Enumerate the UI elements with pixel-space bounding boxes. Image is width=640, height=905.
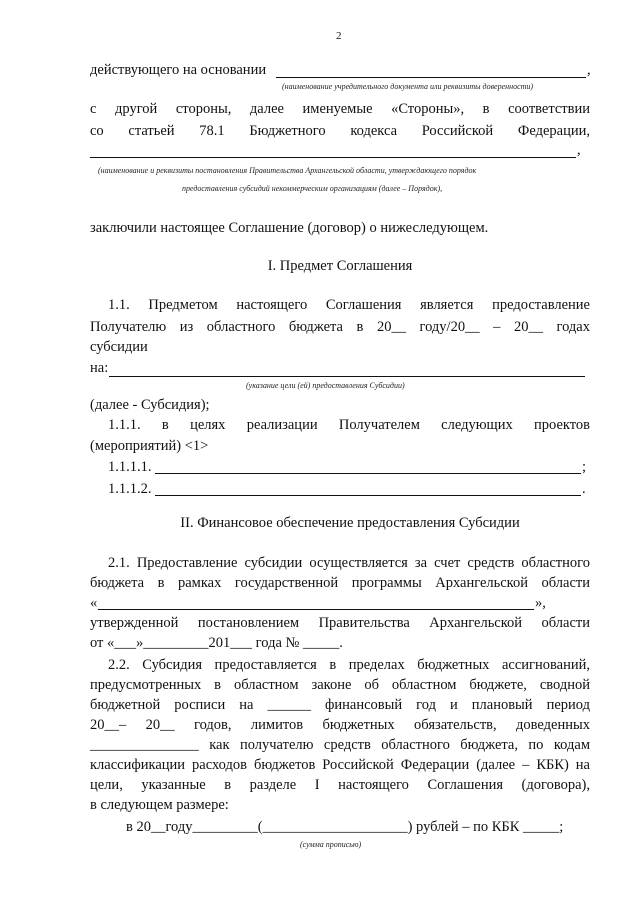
concluded-text: заключили настоящее Соглашение (договор) о нижеследующем. bbox=[90, 220, 489, 236]
clause-1-1-line-3: субсидии bbox=[90, 339, 148, 355]
section-1-title: I. Предмет Соглашения bbox=[267, 258, 413, 274]
clause-2-2-line-2: предусмотренных в областном законе об областном бюджете, сводной bbox=[90, 677, 590, 693]
clause-1-1-line-2: Получателю из областного бюджета в 20__ году/20__ – 20__ годах bbox=[90, 319, 590, 335]
item-1-1-1-2-label: 1.1.1.2. bbox=[108, 481, 152, 497]
clause-2-2-line-3: бюджетной росписи на ______ финансовый год и плановый период bbox=[90, 697, 590, 713]
comma-2: , bbox=[577, 142, 581, 158]
period: . bbox=[582, 481, 586, 497]
clause-2-2-line-4: 20__– 20__ годов, лимитов бюджетных обязательств, доведенных bbox=[90, 717, 590, 733]
clause-2-2-line-7: цели, указанные в разделе I настоящего Соглашения (договора), bbox=[90, 777, 590, 793]
amount-line: в 20__году_________(____________________) рублей – по КБК _____; bbox=[126, 819, 564, 835]
item-1-1-1-2-field[interactable] bbox=[155, 479, 581, 496]
clause-2-1-line-4: утвержденной постановлением Правительства Архангельской области bbox=[90, 615, 590, 631]
clause-1-1-line-4: на: bbox=[90, 360, 109, 376]
subsidy-goal-note: (указание цели (ей) предоставления Субсидии) bbox=[246, 381, 405, 390]
clause-1-1-1-line-1: 1.1.1. в целях реализации Получателем следующих проектов bbox=[108, 417, 590, 433]
item-1-1-1-1-field[interactable] bbox=[155, 457, 581, 474]
hereafter-subsidy: (далее - Субсидия); bbox=[90, 397, 210, 413]
clause-2-2-line-1: 2.2. Субсидия предоставляется в пределах бюджетных ассигнований, bbox=[108, 657, 590, 673]
subsidy-goal-field[interactable] bbox=[109, 360, 585, 377]
resolution-note-2: предоставления субсидий некоммерческим организациям (далее – Порядок), bbox=[182, 184, 443, 193]
intro-line-2: с другой стороны, далее именуемые «Стороны», в соответствии bbox=[90, 101, 590, 117]
basis-document-field[interactable] bbox=[276, 60, 586, 78]
item-1-1-1-1-label: 1.1.1.1. bbox=[108, 459, 152, 475]
quote-open: « bbox=[90, 595, 98, 611]
clause-2-2-line-6: классификации расходов бюджетов Российской Федерации (далее – КБК) на bbox=[90, 757, 590, 773]
section-2-title: II. Финансовое обеспечение предоставления Субсидии bbox=[180, 515, 520, 531]
clause-2-1-line-5: от «___»_________201___ года № _____. bbox=[90, 635, 343, 651]
clause-2-1-line-1: 2.1. Предоставление субсидии осуществляется за счет средств областного bbox=[108, 555, 590, 571]
state-program-field[interactable] bbox=[98, 594, 534, 610]
clause-1-1-line-1: 1.1. Предметом настоящего Соглашения является предоставление bbox=[108, 297, 590, 313]
page-number: 2 bbox=[336, 30, 342, 42]
comma: , bbox=[587, 62, 591, 78]
clause-2-1-line-2: бюджета в рамках государственной программы Архангельской области bbox=[90, 575, 590, 591]
acting-basis-text: действующего на основании bbox=[90, 62, 267, 78]
resolution-note-1: (наименование и реквизиты постановления Правительства Архангельской области, утверждающего порядок bbox=[98, 166, 477, 175]
clause-1-1-1-line-2: (мероприятий) <1> bbox=[90, 438, 209, 454]
clause-2-2-line-8: в следующем размере: bbox=[90, 797, 229, 813]
quote-close: », bbox=[535, 595, 546, 611]
semicolon: ; bbox=[582, 459, 587, 475]
intro-line-3: со статьей 78.1 Бюджетного кодекса Российской Федерации, bbox=[90, 123, 590, 139]
basis-document-note: (наименование учредительного документа или реквизиты доверенности) bbox=[282, 82, 534, 91]
resolution-field[interactable] bbox=[90, 141, 576, 158]
clause-2-2-line-5: _______________ как получателю средств областного бюджета, по кодам bbox=[90, 737, 590, 753]
amount-in-words-note: (сумма прописью) bbox=[300, 840, 362, 849]
